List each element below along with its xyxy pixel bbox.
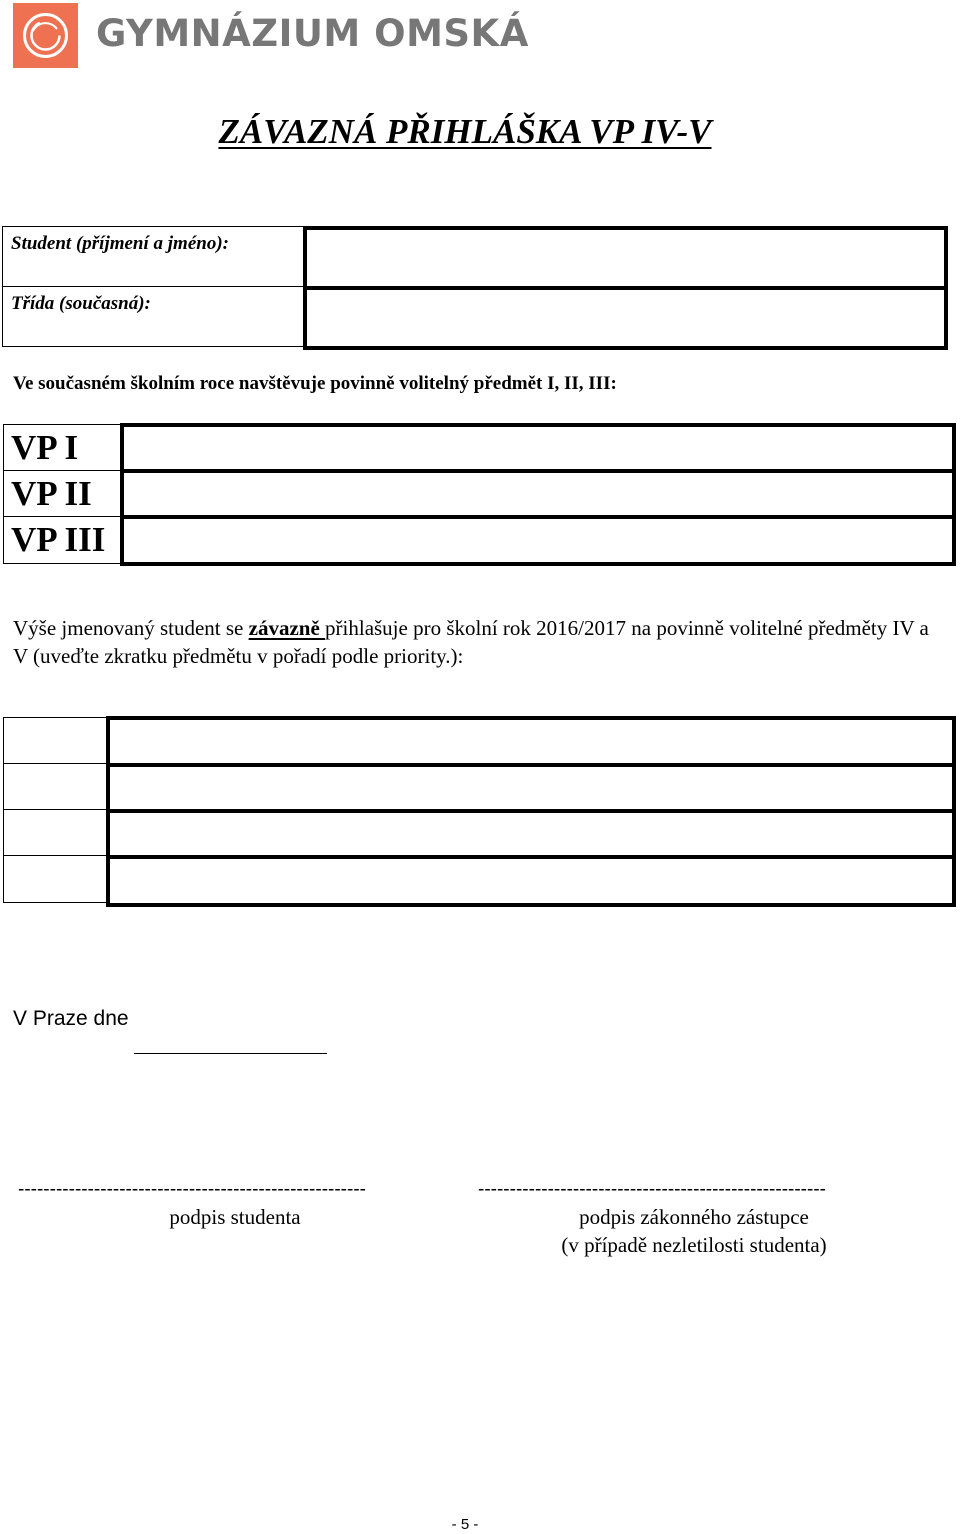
guardian-signature-note: (v případě nezletilosti studenta) bbox=[561, 1233, 827, 1257]
vp-1-label: VP I bbox=[11, 428, 79, 467]
priority-label-cell bbox=[3, 763, 110, 810]
class-label-cell bbox=[2, 286, 307, 347]
vp-1-field-box bbox=[120, 423, 956, 473]
current-subjects-intro: Ve současném školním roce navštěvuje povinně volitelný předmět I, II, III: bbox=[13, 373, 617, 394]
priority-4-field[interactable] bbox=[110, 859, 952, 903]
vp-3-field[interactable] bbox=[124, 519, 952, 562]
statement-emphasis: závazně bbox=[248, 616, 326, 640]
priority-label-cell bbox=[3, 809, 110, 856]
priority-2-field[interactable] bbox=[110, 767, 952, 809]
page-number: - 5 - bbox=[451, 1516, 479, 1533]
statement-text-before: Výše jmenovaný student se bbox=[13, 616, 249, 640]
guardian-signature-line: ------------------------------------------------------- bbox=[478, 1179, 826, 1200]
guardian-signature-caption: podpis zákonného zástupce bbox=[579, 1205, 809, 1229]
date-field-line bbox=[134, 1031, 327, 1054]
place-date-label: V Praze dne bbox=[13, 1007, 129, 1030]
priority-label-cell bbox=[3, 717, 110, 764]
class-field-box bbox=[303, 286, 948, 350]
priority-label-cell bbox=[3, 855, 110, 903]
priority-3-field-box bbox=[106, 809, 956, 859]
vp-2-field-box bbox=[120, 469, 956, 519]
ring-logo-icon bbox=[13, 3, 78, 68]
student-name-field-box bbox=[303, 226, 948, 290]
priority-3-field[interactable] bbox=[110, 813, 952, 855]
school-logo bbox=[13, 3, 78, 68]
priority-1-field[interactable] bbox=[110, 720, 952, 763]
page-title: ZÁVAZNÁ PŘIHLÁŠKA VP IV-V bbox=[218, 112, 712, 151]
statement-text-after: přihlašuje pro školní rok 2016/2017 na povinně volitelné předměty IV a V (uveďte zkratku předmětu v pořadí podle priority.): bbox=[13, 616, 929, 668]
vp-2-field[interactable] bbox=[124, 473, 952, 515]
class-field[interactable] bbox=[307, 290, 944, 346]
enrollment-statement bbox=[13, 614, 948, 670]
class-label: Třída (současná): bbox=[11, 293, 151, 314]
priority-1-field-box bbox=[106, 716, 956, 767]
student-name-field[interactable] bbox=[307, 230, 944, 286]
vp-2-label: VP II bbox=[11, 474, 92, 513]
vp-1-field[interactable] bbox=[124, 427, 952, 469]
student-signature-line: ------------------------------------------------------- bbox=[18, 1179, 366, 1200]
vp-3-field-box bbox=[120, 515, 956, 566]
priority-4-field-box bbox=[106, 855, 956, 907]
student-name-label-cell bbox=[2, 226, 307, 287]
date-field[interactable] bbox=[134, 1031, 327, 1053]
student-name-label: Student (příjmení a jméno): bbox=[11, 233, 229, 254]
vp-3-label: VP III bbox=[11, 520, 106, 559]
school-name: GYMNÁZIUM OMSKÁ bbox=[96, 12, 529, 55]
priority-2-field-box bbox=[106, 763, 956, 813]
student-signature-caption: podpis studenta bbox=[169, 1205, 301, 1229]
